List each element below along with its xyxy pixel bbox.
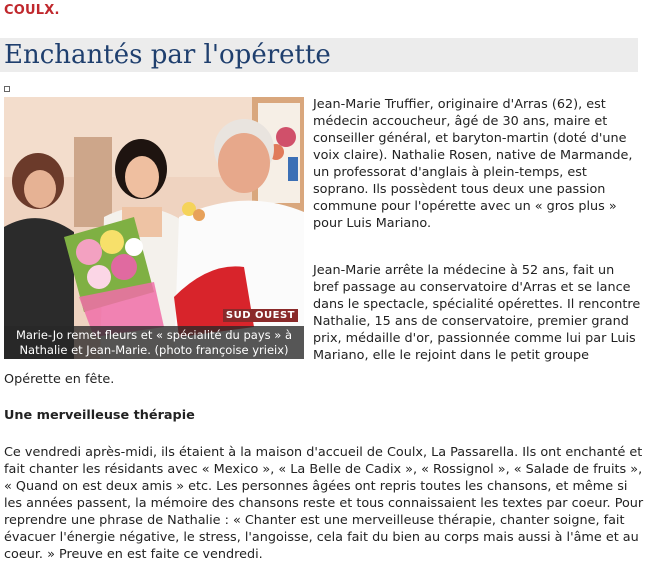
title-bar bbox=[0, 38, 638, 72]
article-photo bbox=[4, 97, 304, 359]
section-kicker: COULX. bbox=[4, 3, 60, 18]
paragraph-intro: Jean-Marie Truffier, originaire d'Arras (62), est médecin accoucheur, âgé de 30 ans, maire et conseiller général, et baryton-martin (doté d'une voix claire). Nathalie Rosen, native de Marmande, un professorat d'anglais à plein-temps, est soprano. Ils possèdent tous deux une passion commune pour l'opérette avec un « gros plus » pour Luis Mariano. bbox=[313, 97, 633, 231]
photo-watermark: SUD OUEST bbox=[223, 309, 298, 322]
paragraph-career-end: Opérette en fête. bbox=[4, 372, 115, 387]
paragraph-therapy: Ce vendredi après-midi, ils étaient à la maison d'accueil de Coulx, La Passarella. Ils ont enchanté et fait chanter les résidants avec « Mexico », « La Belle de Cadix », « Rossignol », « Salade de fruits », « Quand on est deux amis » etc. Les personnes âgées ont repris toutes les chansons, et même si les années passent, la mémoire des chansons reste et tous connaissaient les textes par coeur. Pour reprendre une phrase de Nathalie : « Chanter est une merveilleuse thérapie, chanter soigne, fait évacuer l'énergie négative, le stress, l'angoisse, cela fait du bien au corps mais aussi à l'âme et au coeur. » Preuve en est faite ce vendredi. bbox=[4, 445, 644, 562]
article-title: Enchantés par l'opérette bbox=[4, 40, 331, 70]
subheading: Une merveilleuse thérapie bbox=[4, 408, 195, 423]
bullet-marker bbox=[4, 86, 10, 92]
paragraph-career: Jean-Marie arrête la médecine à 52 ans, fait un bref passage au conservatoire d'Arras et se lance dans le spectacle, spécialité opérettes. Il rencontre Nathalie, 15 ans de conservatoire, premier grand prix, médaille d'or, passionnée comme lui par Luis Mariano, elle le rejoint dans le petit groupe bbox=[313, 263, 641, 363]
photo-caption: Marie-Jo remet fleurs et « spécialité du pays » à Nathalie et Jean-Marie. (photo françoise yrieix) bbox=[4, 326, 304, 359]
